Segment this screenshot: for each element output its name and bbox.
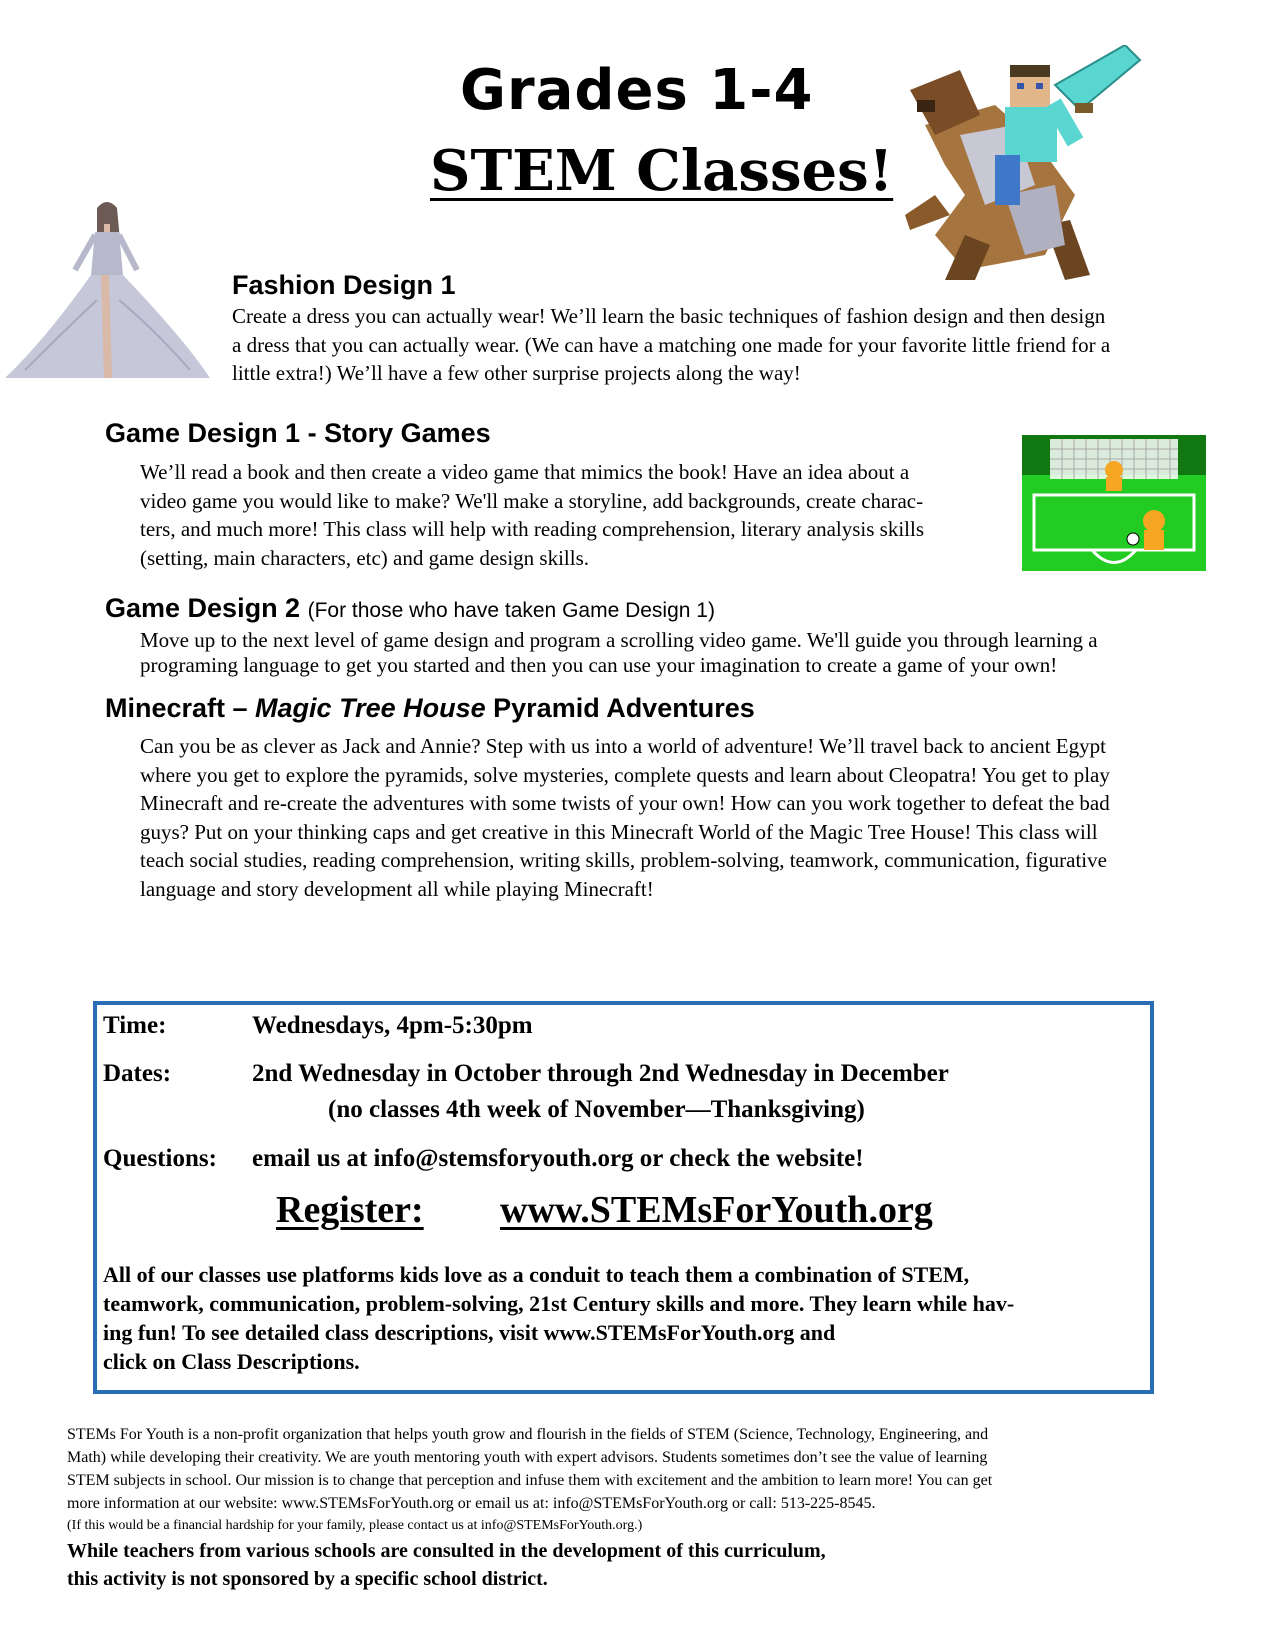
dates-note: (no classes 4th week of November—Thanksgiving) — [328, 1096, 865, 1123]
disclaimer-line: this activity is not sponsored by a specific school district. — [67, 1568, 548, 1590]
class-title-book: Magic Tree House — [255, 693, 486, 723]
class-title-game-design-2 — [105, 593, 715, 624]
summary-line: All of our classes use platforms kids love as a conduit to teach them a combination of STEM, — [103, 1262, 970, 1287]
footer-line: Math) while developing their creativity. We are youth mentoring youth with expert advisors. Students sometimes don’t see the value of learning — [67, 1449, 988, 1466]
organization-about — [67, 1423, 992, 1515]
description-line: video game you would like to make? We'll make a storyline, add backgrounds, create charac- — [140, 488, 924, 513]
class-title-minecraft — [105, 693, 755, 724]
description-line: Move up to the next level of game design and program a scrolling video game. We'll guide you through learning a — [140, 628, 1098, 652]
class-description-minecraft — [140, 732, 1110, 903]
class-description-game-design-2 — [140, 628, 1098, 678]
time-label: Time: — [103, 1012, 167, 1039]
title-grades: Grades 1-4 — [460, 58, 814, 123]
register-label: Register: — [276, 1189, 424, 1231]
class-title-game-design-1: Game Design 1 - Story Games — [105, 418, 491, 448]
dates-value: 2nd Wednesday in October through 2nd Wednesday in December — [252, 1060, 949, 1087]
summary-line: click on Class Descriptions. — [103, 1349, 360, 1374]
summary-line: teamwork, communication, problem-solving, 21st Century skills and more. They learn while hav- — [103, 1291, 1015, 1316]
description-line: where you get to explore the pyramids, solve mysteries, complete quests and learn about Cleopatra! You get to play — [140, 762, 1110, 787]
minecraft-horse-rider-illustration — [905, 45, 1150, 280]
disclaimer-line: While teachers from various schools are consulted in the development of this curriculum, — [67, 1540, 826, 1562]
footer-line: STEMs For Youth is a non-profit organization that helps youth grow and flourish in the fields of STEM (Science, Technology, Engineering, and — [67, 1426, 989, 1443]
questions-label: Questions: — [103, 1145, 217, 1172]
class-title-fashion-design: Fashion Design 1 — [232, 270, 456, 300]
fashion-dress-illustration — [5, 200, 215, 380]
class-title-text: Game Design 2 — [105, 593, 301, 623]
description-line: We’ll read a book and then create a video game that mimics the book! Have an idea about a — [140, 460, 910, 484]
class-title-prefix: Minecraft – — [105, 693, 256, 723]
description-line: Minecraft and re-create the adventures with some twists of your own! How can you work together to defeat the bad — [140, 791, 1110, 815]
footer-line: more information at our website: www.STEMsForYouth.org or email us at: info@STEMsForYouth.org or call: 513-225-8545. — [67, 1495, 876, 1512]
summary-line: ing fun! To see detailed class descriptions, visit www.STEMsForYouth.org and — [103, 1320, 836, 1345]
description-line: teach social studies, reading comprehension, writing skills, problem-solving, teamwork, communication, figurative — [140, 848, 1107, 872]
footer-line: STEM subjects in school. Our mission is to change that perception and infuse them with excitement and the ambition to learn more! You can get — [67, 1472, 993, 1489]
description-line: little extra!) We’ll have a few other surprise projects along the way! — [232, 361, 801, 385]
description-line: a dress that you can actually wear. (We can have a matching one made for your favorite little friend for a — [232, 332, 1111, 357]
description-line: programing language to get you started and then you can use your imagination to create a game of your own! — [140, 653, 1058, 677]
description-line: guys? Put on your thinking caps and get creative in this Minecraft World of the Magic Tree House! This class will — [140, 819, 1098, 844]
class-title-note: (For those who have taken Game Design 1) — [307, 599, 715, 622]
class-description-fashion-design — [232, 302, 1110, 388]
financial-hardship-note: (If this would be a financial hardship for your family, please contact us at info@STEMsForYouth.org.) — [67, 1518, 643, 1533]
description-line: Create a dress you can actually wear! We’ll learn the basic techniques of fashion design and then design — [232, 304, 1106, 328]
description-line: language and story development all while playing Minecraft! — [140, 876, 654, 901]
register-link[interactable]: www.STEMsForYouth.org — [500, 1189, 933, 1231]
questions-value: email us at info@stemsforyouth.org or check the website! — [252, 1145, 864, 1172]
time-value: Wednesdays, 4pm-5:30pm — [252, 1012, 533, 1039]
description-line: (setting, main characters, etc) and game design skills. — [140, 545, 590, 570]
classes-summary — [103, 1260, 1014, 1376]
disclaimer — [67, 1537, 826, 1593]
title-stem-classes: STEM Classes! — [430, 138, 894, 204]
description-line: ters, and much more! This class will help with reading comprehension, literary analysis skills — [140, 517, 925, 541]
description-line: Can you be as clever as Jack and Annie? Step with us into a world of adventure! We’ll travel back to ancient Egypt — [140, 734, 1106, 758]
dates-label: Dates: — [103, 1060, 172, 1087]
soccer-game-illustration — [1022, 435, 1206, 571]
class-title-suffix: Pyramid Adventures — [485, 693, 755, 723]
class-description-game-design-1 — [140, 458, 924, 572]
